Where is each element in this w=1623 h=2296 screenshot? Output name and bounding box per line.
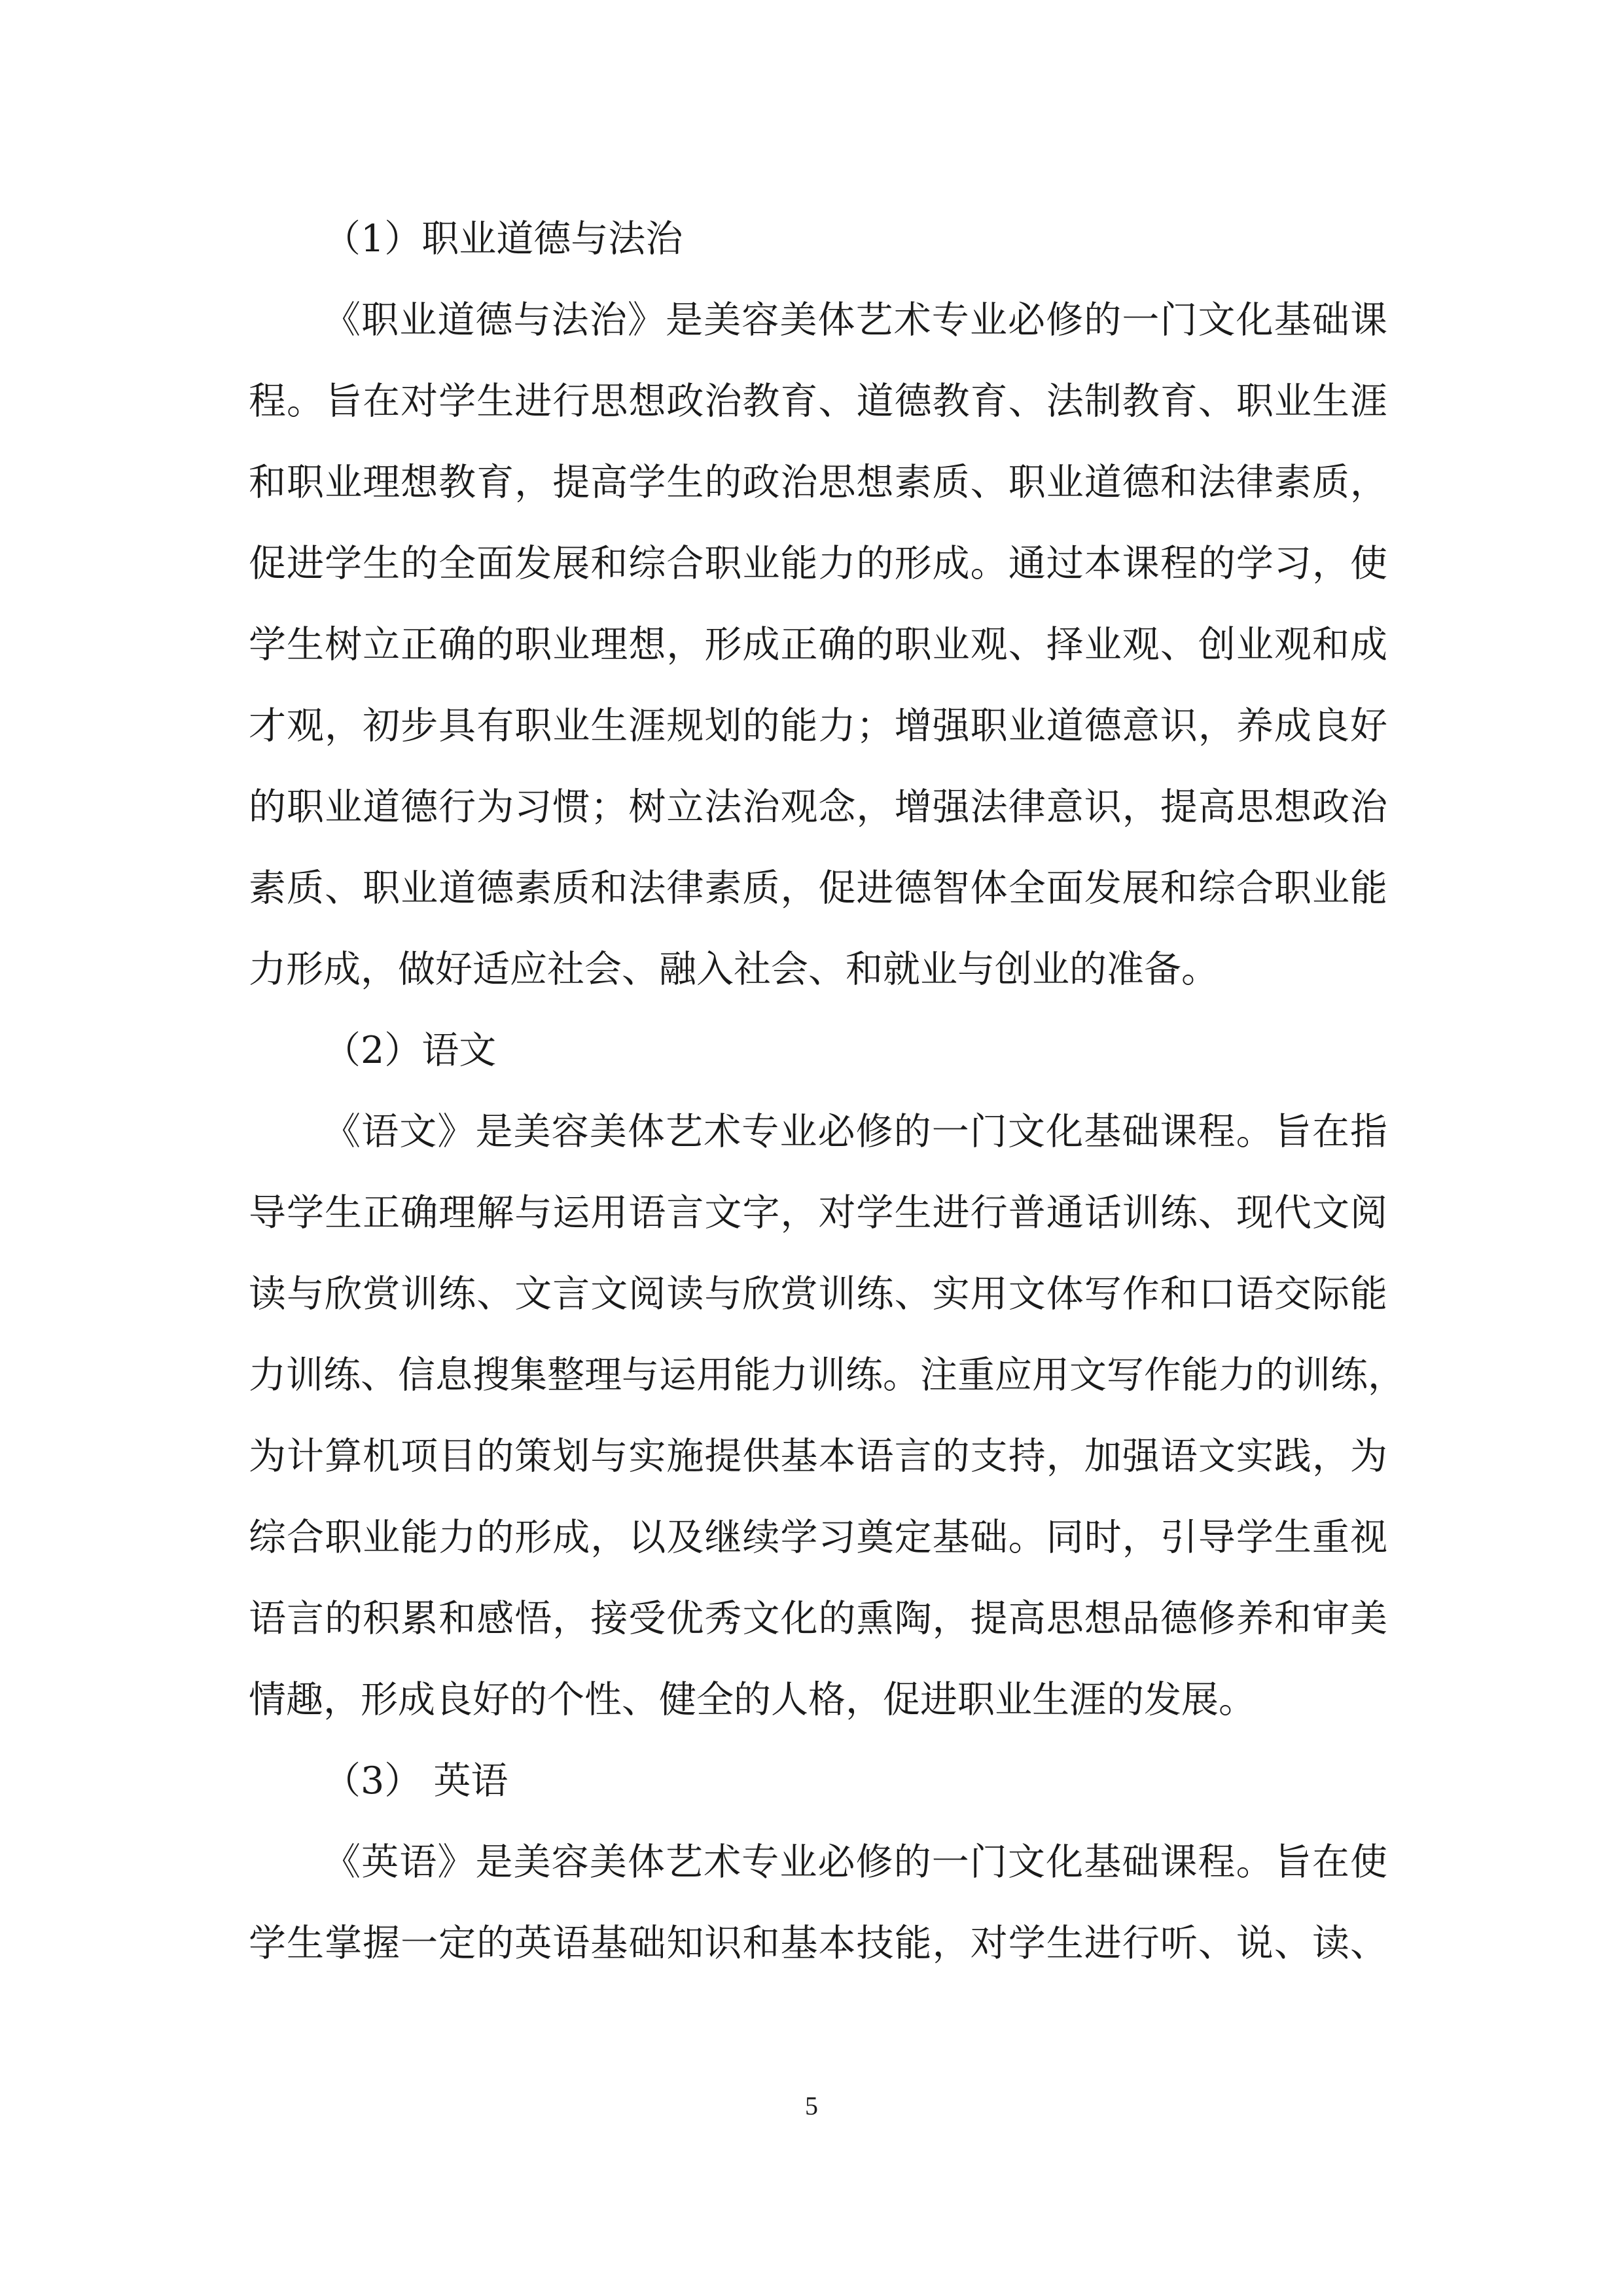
paragraph-line: 素质、职业道德素质和法律素质，促进德智体全面发展和综合职业能	[249, 867, 1387, 910]
paragraph-line: 综合职业能力的形成，以及继续学习奠定基础。同时，引导学生重视	[249, 1516, 1387, 1559]
paragraph-line: 力训练、信息搜集整理与运用能力训练。注重应用文写作能力的训练，	[249, 1354, 1405, 1397]
heading-chinese: （2）语文	[323, 1029, 497, 1072]
paragraph-line: 学生树立正确的职业理想，形成正确的职业观、择业观、创业观和成	[249, 623, 1387, 666]
paragraph-line: 导学生正确理解与运用语言文字，对学生进行普通话训练、现代文阅	[249, 1191, 1387, 1234]
paragraph-line: 才观，初步具有职业生涯规划的能力；增强职业道德意识，养成良好	[249, 704, 1387, 747]
paragraph-line: 程。旨在对学生进行思想政治教育、道德教育、法制教育、职业生涯	[249, 380, 1387, 423]
paragraph-line: 力形成，做好适应社会、融入社会、和就业与创业的准备。	[249, 948, 1219, 991]
paragraph-line: 《职业道德与法治》是美容美体艺术专业必修的一门文化基础课	[323, 298, 1387, 342]
paragraph-line: 语言的积累和感悟，接受优秀文化的熏陶，提高思想品德修养和审美	[249, 1597, 1387, 1640]
paragraph-line: 促进学生的全面发展和综合职业能力的形成。通过本课程的学习，使	[249, 542, 1387, 585]
paragraph-line: 读与欣赏训练、文言文阅读与欣赏训练、实用文体写作和口语交际能	[249, 1272, 1387, 1316]
heading-ethics-law: （1）职业道德与法治	[323, 217, 683, 260]
paragraph-line: 《语文》是美容美体艺术专业必修的一门文化基础课程。旨在指	[323, 1110, 1387, 1153]
page-number: 5	[805, 2091, 818, 2121]
paragraph-line: 情趣，形成良好的个性、健全的人格，促进职业生涯的发展。	[249, 1678, 1256, 1721]
heading-english: （3） 英语	[323, 1759, 508, 1803]
paragraph-line: 《英语》是美容美体艺术专业必修的一门文化基础课程。旨在使	[323, 1840, 1387, 1884]
paragraph-line: 的职业道德行为习惯；树立法治观念，增强法律意识，提高思想政治	[249, 785, 1387, 829]
paragraph-line: 为计算机项目的策划与实施提供基本语言的支持，加强语文实践，为	[249, 1435, 1387, 1478]
paragraph-line: 和职业理想教育，提高学生的政治思想素质、职业道德和法律素质，	[249, 461, 1387, 504]
paragraph-line: 学生掌握一定的英语基础知识和基本技能，对学生进行听、说、读、	[249, 1922, 1387, 1965]
